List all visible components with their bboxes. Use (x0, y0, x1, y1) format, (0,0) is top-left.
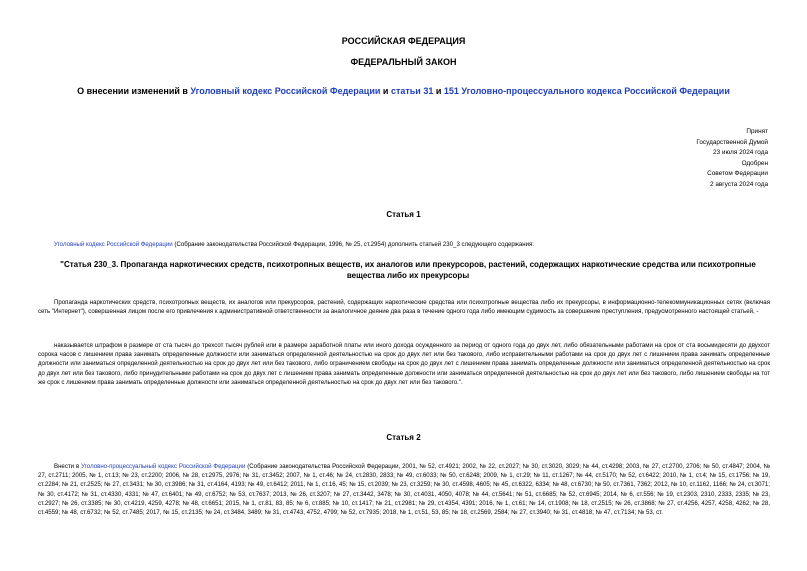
article-2-intro (38, 462, 770, 517)
new-article-title: "Статья 230_3. Пропаганда наркотических средств, психотропных веществ, их аналогов или прекурсоров, растений, содержащих наркотические средства или психотропные вещества либо их прекурсоры (60, 260, 756, 280)
country-heading: РОССИЙСКАЯ ФЕДЕРАЦИЯ (341, 36, 466, 46)
adoption-line: Государственной Думой (696, 138, 768, 146)
link-criminal-code[interactable]: Уголовный кодекс Российской Федерации (190, 86, 381, 96)
adoption-line: Принят (746, 128, 768, 135)
link-criminal-procedure-code[interactable]: Уголовно-процессуальный кодекс Российской Федерации (81, 463, 246, 470)
article-2-intro-prefix: Внести в (54, 463, 82, 470)
link-criminal-code-intro[interactable]: Уголовный кодекс Российской Федерации (54, 241, 173, 248)
doc-type-heading: ФЕДЕРАЛЬНЫЙ ЗАКОН (350, 57, 457, 67)
article-1-intro-text: (Собрание законодательства Российской Федерации, 1996, № 25, ст.2954) дополнить статьей 230_3 следующего содержания: (172, 241, 535, 248)
law-title-mid2: и (433, 86, 444, 96)
adoption-line: Одобрен (741, 159, 768, 167)
article-1-heading: Статья 1 (386, 210, 421, 219)
link-article-151[interactable]: 151 Уголовно-процессуального кодекса Российской Федерации (443, 86, 730, 96)
adoption-block (588, 127, 768, 190)
law-title-prefix: О внесении изменений в (77, 86, 191, 96)
link-article-31[interactable]: статьи 31 (390, 86, 434, 96)
article-1-intro (38, 240, 770, 249)
article-2-intro-text: (Собрание законодательства Российской Федерации, 2001, № 52, ст.4921; 2002, № 22, ст.2027; № 30, ст.3020, 3029; № 44, ст.4298; 2003, № 27, ст.2700, 2706; № 50, ст.4847; 2004, № 27, ст.2711; 2005, № 1, ст.13; № 23, ст.2200; 2006, № 28, ст.2975, 2976; № 31, ст.3452; 2007, № 1, ст.46; № 24, ст.2830, 2833; № 49, ст.6033; № 50, ст.6248; 2009, № 1, ст.29; № 11, ст.1267; № 44, ст.5170; № 52, ст.6422; 2010, № 1, ст.4; № 15, ст.1756; № 19, ст.2284; № 21, ст.2525; № 27, ст.3431; № 30, ст.3986; № 31, ст.4164, 4193; № 49, ст.6412; 2011, № 1, ст.16, 45; № 15, ст.2039; № 23, ст.3259; № 30, ст.4598, 4605; № 45, ст.6322, 6334; № 48, ст.6730; № 50, ст.7361, 7362; 2012, № 10, ст.1162, 1166; № 24, ст.3071; № 30, ст.4172; № 31, ст.4330, 4331; № 47, ст.6401; № 49, ст.6752; № 53, ст.7637; 2013, № 26, ст.3207; № 27, ст.3442, 3478; № 30, ст.4031, 4050, 4078; № 44, ст.5641; № 51, ст.6685; № 52, ст.6945; 2014, № 6, ст.556; № 19, ст.2303, 2310, 2333, 2335; № 23, ст.2927; № 26, ст.3385; № 30, ст.4219, 4259, 4278; № 48, ст.6651; 2015, № 1, ст.81, 83, 85; № 6, ст.885; № 10, ст.1417; № 21, ст.2981; № 29, ст.4354, 4391; 2016, № 1, ст.61; № 14, ст.1908; № 18, ст.2515; № 26, ст.3868; № 27, ст.4256, 4257, 4258, 4262; № 28, ст.4559; № 48, ст.6732; № 52, ст.7485; 2017, № 15, ст.2135; № 24, ст.3484, 3489; № 31, ст.4743, 4752, 4799; № 52, ст.7935; 2018, № 1, ст.51, 53, 85; № 18, ст.2569, 2584; № 27, ст.3940; № 31, ст.4818; № 47, ст.7134; № 53, ст. (38, 463, 770, 517)
adoption-line: 2 августа 2024 года (710, 180, 768, 188)
adoption-line: 23 июля 2024 года (713, 149, 768, 156)
article-2-heading: Статья 2 (386, 433, 421, 442)
law-title (0, 86, 807, 96)
adoption-line: Советом Федерации (707, 170, 768, 177)
article-1-part-2: наказывается штрафом в размере от ста тысяч до трехсот тысяч рублей или в размере заработной платы или иного дохода осужденного за период от одного года до двух лет, либо обязательными работами на срок от ста восьмидесяти до двухсот сорока часов с лишением права занимать определенные должности или заниматься определенной деятельностью на срок до двух лет или без такового, либо исправительными работами на срок до двух лет с лишением права занимать определенные должности или заниматься определенной деятельностью на срок до двух лет или без такового, либо ограничением свободы на срок до двух лет с лишением права занимать определенные должности или заниматься определенной деятельностью на срок до двух лет или без такового, либо принудительными работами на срок до двух лет с лишением права занимать определенные должности или заниматься определенной деятельностью на срок до двух лет или без такового, либо лишением свободы на тот же срок с лишением права занимать определенные должности или заниматься определенной деятельностью на срок до двух лет или без такового.". (38, 342, 770, 386)
law-title-mid1: и (380, 86, 391, 96)
article-1-part-1: Пропаганда наркотических средств, психотропных веществ, их аналогов или прекурсоров, растений, содержащих наркотические средства или психотропные вещества либо их прекурсоры, в информационно-телекоммуникационных сетях (включая сеть "Интернет"), совершенная лицом после его привлечения к административной ответственности за аналогичное деяние два раза в течение одного года либо имеющим судимость за совершение преступления, предусмотренного настоящей статьей, - (38, 299, 770, 316)
